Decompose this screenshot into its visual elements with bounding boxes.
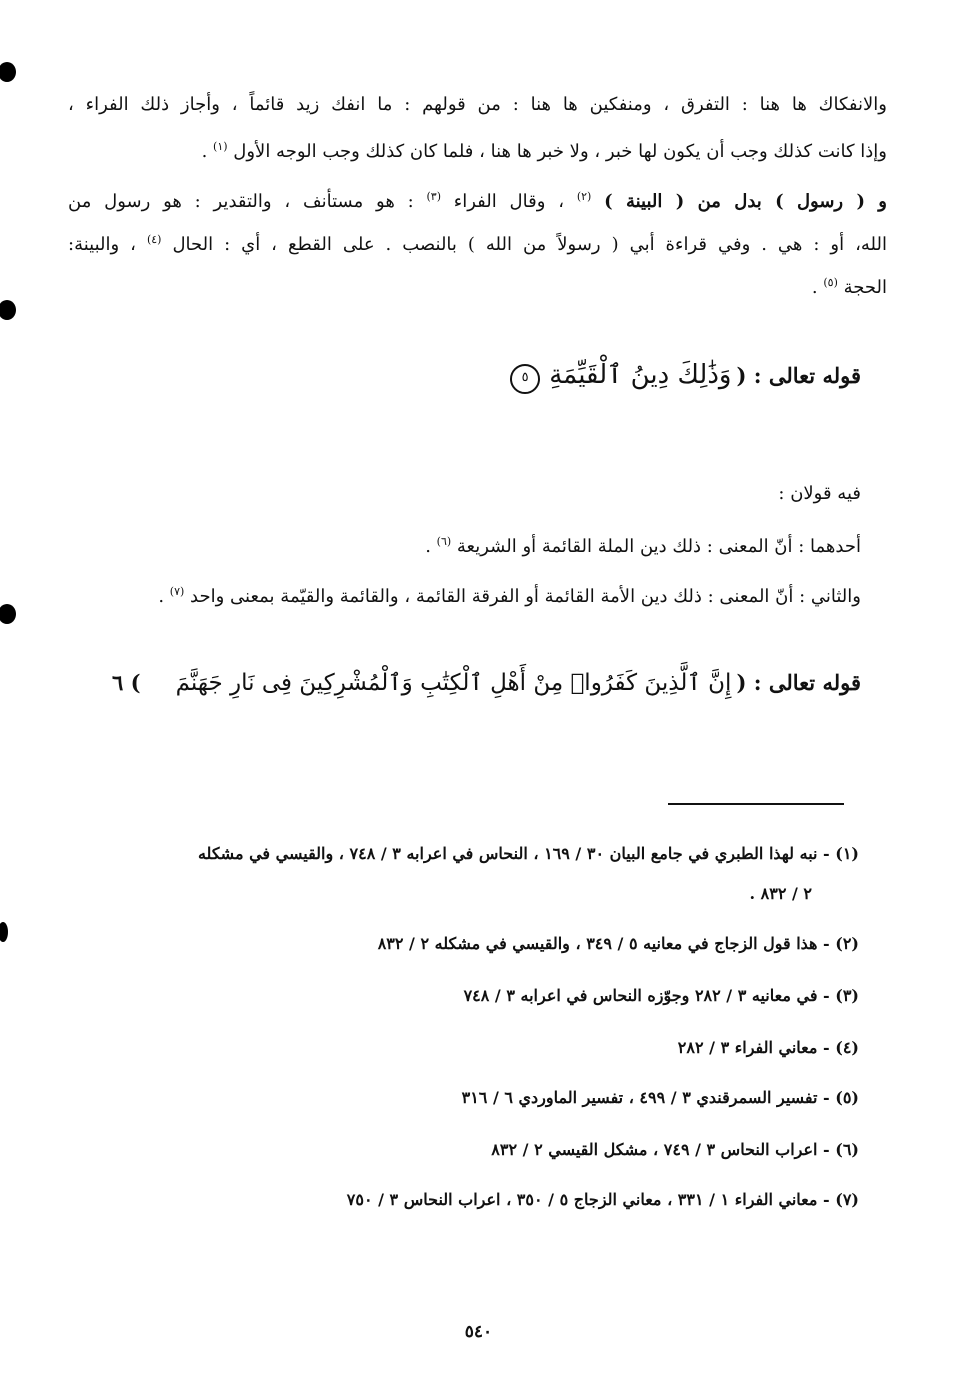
footnote-7-number: (٧) - [823,1190,859,1209]
verse-heading-1 [110,360,861,410]
text-line-4-content: الله، أو : هي . وفي قراءة أبي ( رسولاً من الله ) بالنصب . على القطع ، أي : الحال [172,234,887,255]
text-line-3 [68,184,887,215]
footnote-5-number: (٥) - [823,1088,859,1107]
text-line-2-tail: . [201,141,214,162]
verse-1-label: قوله تعالى : ( [736,363,861,388]
verse-2-text: إِنَّ ٱلَّذِينَ كَفَرُوا۟ مِنْ أَهْلِ ٱلْكِتَٰبِ وَٱلْمُشْرِكِينَ فِى نَارِ جَهَنَّمَ [175,670,732,696]
footnote-ref-6[interactable]: (٦) [436,535,452,548]
footnote-ref-7[interactable]: (٧) [169,585,185,598]
footnote-1-number: (١) - [823,844,859,863]
verse-2-label: قوله تعالى : ( [736,670,861,695]
opinion-second-period: . [158,586,165,607]
footnote-ref-2[interactable]: (٢) [576,190,592,203]
text-line-5 [68,270,887,301]
footnote-6-number: (٦) - [823,1140,859,1159]
binder-hole-1 [0,62,16,82]
footnote-6 [68,1138,859,1162]
footnote-7 [68,1188,859,1212]
text-line-3-mid: ، وقال الفراء [453,191,577,212]
footnote-1-cont-text: ٢ / ٨٣٢ . [749,884,812,903]
footnote-7-text: معاني الفراء ١ / ٣٣١ ، معاني الزجاج ٥ / ٣٥٠ ، اعراب النحاس ٣ / ٧٥٠ [346,1190,818,1209]
opinion-first-text: أحدهما : أنّ المعنى : ذلك دين الملة القائمة أو الشريعة [456,536,861,557]
footnote-ref-3[interactable]: (٣) [426,190,441,203]
footnote-1-text: نبه لهذا الطبري في جامع البيان ٣٠ / ١٦٩ ، النحاس في اعرابه ٣ / ٧٤٨ ، والقيسي في مشكله [197,844,818,863]
opinion-first [96,528,861,561]
opinion-second-text: والثاني : أنّ المعنى : ذلك دين الأمة القائمة أو الفرقة القائمة ، والقائمة والقيّمة بمعنى واحد [190,586,861,607]
text-line-4-tail: ، والبينة: [68,234,147,255]
footnote-3 [68,984,859,1008]
footnote-3-number: (٣) - [823,986,859,1005]
binder-hole-4 [0,922,8,942]
verse-1-text: وَذَٰلِكَ دِينُ ٱلْقَيِّمَةِ [549,360,732,390]
verse-2-close: ) ٦ [111,670,141,695]
text-line-3-content: و ( رسول ) بدل من ( البينة ) [604,191,888,212]
verse-heading-2 [111,670,861,720]
footnote-6-text: اعراب النحاس ٣ / ٧٤٩ ، مشكل القيسي ٢ / ٨٣٢ [491,1140,818,1159]
footnote-1-continued [68,882,812,906]
text-line-1-content: والانفكاك ها هنا : التفرق ، ومنفكين ها هنا : من قولهم : ما انفك زيد قائماً ، وأجاز ذلك الفراء ، [68,94,887,115]
text-line-2-content: وإذا كانت كذلك وجب أن يكون لها خبر ، ولا خبر ها هنا ، فلما كان كذلك وجب الوجه الأول [233,141,887,162]
opinions-intro [96,480,861,508]
text-line-5-content: الحجة [843,277,887,298]
page-number: ٥٤٠ [464,1322,493,1342]
footnote-4-number: (٤) - [823,1038,859,1057]
text-line-4 [68,227,887,258]
footnote-5 [68,1086,859,1110]
footnote-4 [68,1036,859,1060]
footnote-ref-1[interactable]: (١) [213,140,228,153]
footnote-divider [668,803,844,805]
footnote-2-text: هذا قول الزجاج في معانيه ٥ / ٣٤٩ ، والقيسي في مشكله ٢ / ٨٣٢ [377,934,818,953]
text-line-5-tail: . [811,277,824,298]
footnote-2 [68,932,859,956]
footnote-2-number: (٢) - [823,934,859,953]
opinion-first-period: . [425,536,431,557]
opinion-second [100,578,861,611]
footnote-ref-5[interactable]: (٥) [823,276,838,289]
footnote-5-text: تفسير السمرقندي ٣ / ٤٩٩ ، تفسير الماوردي ٦ / ٣١٦ [461,1088,818,1107]
footnote-1 [68,842,859,866]
text-line-1 [68,92,887,118]
text-line-2 [68,134,887,165]
footnote-3-text: في معانيه ٣ / ٢٨٢ وجوّزه النحاس في اعرابه ٣ / ٧٤٨ [463,986,818,1005]
ayah-number-marker: ٥ [510,364,540,394]
binder-hole-2 [0,300,16,320]
binder-hole-3 [0,604,16,624]
footnote-ref-4[interactable]: (٤) [146,233,162,246]
text-line-3-tail: : هو مستأنف ، والتقدير : هو رسول من [68,191,427,212]
opinions-intro-text: فيه قولان : [778,483,861,504]
footnote-4-text: معاني الفراء ٣ / ٢٨٢ [677,1038,818,1057]
